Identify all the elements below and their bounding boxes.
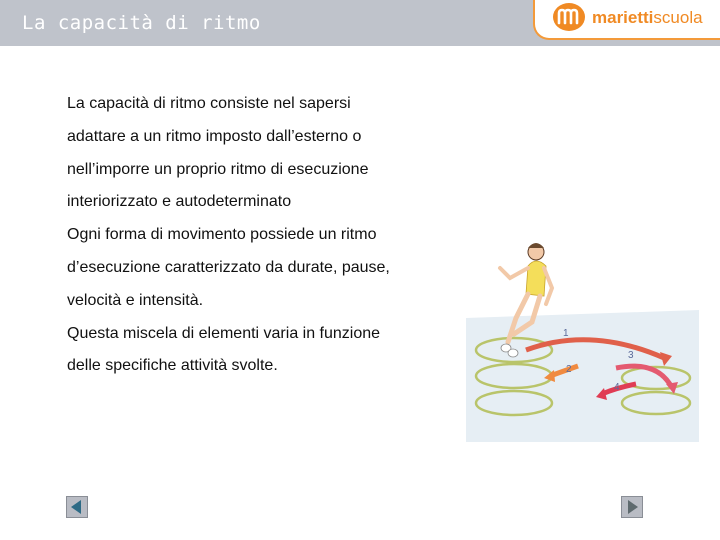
body-text: [67, 94, 457, 389]
page-title: La capacità di ritmo: [22, 12, 261, 34]
triangle-right-icon: [622, 497, 642, 517]
text-line: d’esecuzione caratterizzato da durate, pause,: [67, 258, 390, 276]
step-label: 2: [566, 364, 572, 375]
text-line: velocità e intensità.: [67, 291, 204, 309]
step-label: 4: [614, 382, 620, 393]
text-line: Questa miscela di elementi varia in funzione: [67, 324, 381, 342]
text-line: adattare a un ritmo imposto dall’esterno o: [67, 127, 362, 145]
text-line: interiorizzato e autodeterminato: [67, 193, 292, 211]
text-line: nell’imporre un proprio ritmo di esecuzione: [67, 160, 369, 178]
step-label: 3: [628, 350, 634, 361]
step-label: 1: [563, 328, 569, 339]
next-slide-button[interactable]: [621, 496, 643, 518]
previous-slide-button[interactable]: [66, 496, 88, 518]
triangle-left-icon: [67, 497, 87, 517]
publisher-logo: [533, 0, 720, 40]
text-line: Ogni forma di movimento possiede un ritmo: [67, 226, 377, 244]
jumping-hoops-illustration: [466, 238, 699, 442]
logo-text: mariettiscuola: [592, 8, 703, 27]
text-line: delle specifiche attività svolte.: [67, 357, 278, 375]
text-line: La capacità di ritmo consiste nel sapersi: [67, 95, 351, 112]
logo-mark-icon: [553, 3, 585, 31]
